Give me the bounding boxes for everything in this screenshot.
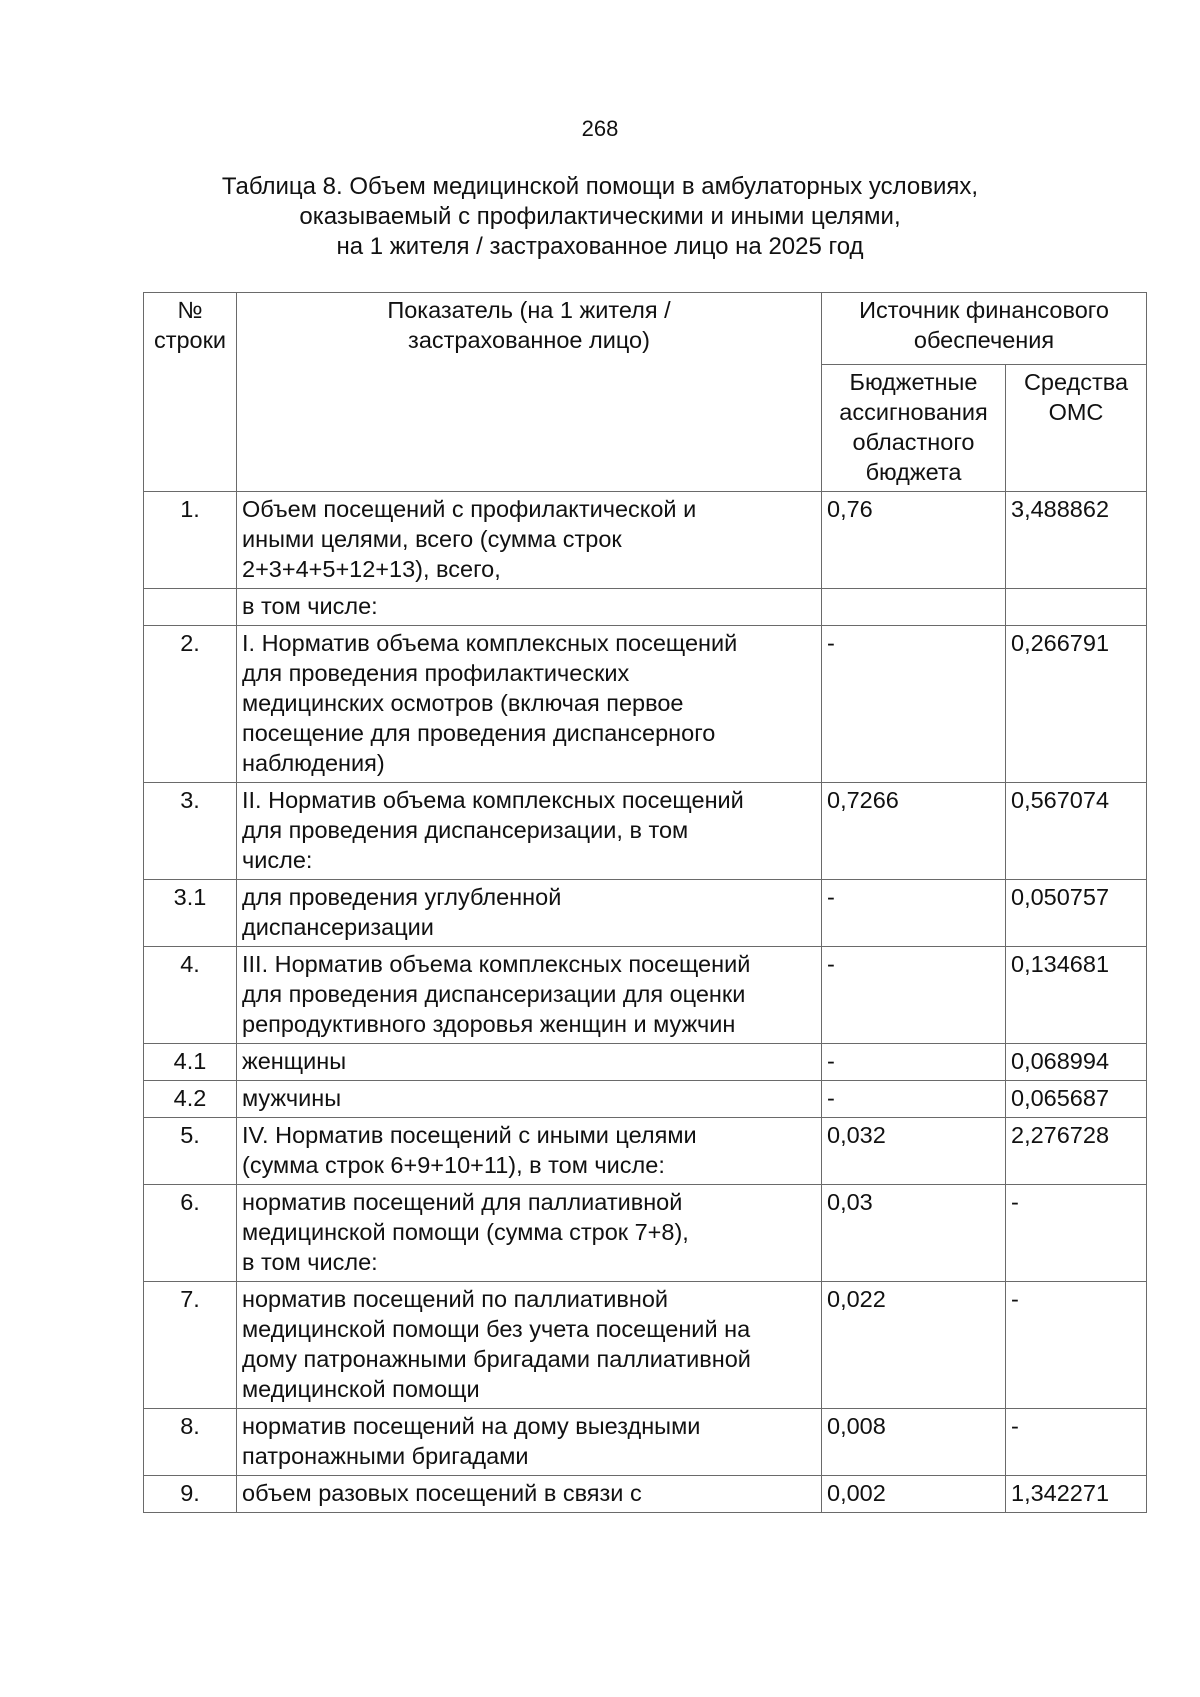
indicator-line: медицинской помощи (сумма строк 7+8), [242,1219,689,1245]
budget-value-cell: - [822,947,1006,1044]
oms-value-cell: 0,266791 [1006,626,1147,783]
table-row [144,1185,1147,1282]
row-number-cell: 5. [144,1118,237,1185]
norms-table [143,292,1147,1513]
row-number-cell: 1. [144,492,237,589]
indicator-cell [237,880,822,947]
budget-value-cell: 0,03 [822,1185,1006,1282]
indicator-cell [237,626,822,783]
caption-line: оказываемый с профилактическими и иными целями, [299,203,901,230]
indicator-cell [237,1118,822,1185]
header-line: застрахованное лицо) [408,327,650,353]
budget-value-cell: - [822,880,1006,947]
header-line: ОМС [1048,399,1104,425]
indicator-line: для проведения углубленной [242,884,562,910]
page-number: 268 [581,116,619,141]
indicator-line: объем разовых посещений в связи с [242,1480,642,1506]
budget-value-cell: - [822,626,1006,783]
indicator-line: медицинских осмотров (включая первое [242,690,684,716]
oms-value-cell: - [1006,1282,1147,1409]
indicator-cell [237,1044,822,1081]
indicator-line: II. Норматив объема комплексных посещений [242,787,744,813]
table-row [144,1476,1147,1513]
budget-value-cell: 0,022 [822,1282,1006,1409]
table-row [144,589,1147,626]
header-line: Бюджетные [849,369,978,395]
oms-value-cell: 0,134681 [1006,947,1147,1044]
row-number-cell: 4.2 [144,1081,237,1118]
indicator-line: мужчины [242,1085,342,1111]
oms-value-cell: 0,065687 [1006,1081,1147,1118]
indicator-line: диспансеризации [242,914,434,940]
oms-value-cell [1006,589,1147,626]
indicator-line: репродуктивного здоровья женщин и мужчин [242,1011,736,1037]
indicator-line: норматив посещений на дому выездными [242,1413,701,1439]
indicator-line: для проведения диспансеризации, в том [242,817,689,843]
table-body [144,492,1147,1513]
row-number-cell: 6. [144,1185,237,1282]
budget-value-cell: 0,032 [822,1118,1006,1185]
budget-value-cell [822,589,1006,626]
header-line: областного [852,429,975,455]
caption-line: на 1 жителя / застрахованное лицо на 2025 год [336,233,864,260]
header-row-number [144,293,237,492]
indicator-line: для проведения диспансеризации для оценки [242,981,746,1007]
table-row [144,783,1147,880]
indicator-line: посещение для проведения диспансерного [242,720,716,746]
budget-value-cell: - [822,1081,1006,1118]
header-budget [822,365,1006,492]
table-row [144,1081,1147,1118]
indicator-cell [237,1409,822,1476]
header-line: Средства [1023,369,1129,395]
header-indicator [237,293,822,492]
indicator-line: III. Норматив объема комплексных посещений [242,951,751,977]
oms-value-cell: - [1006,1185,1147,1282]
header-line: обеспечения [913,327,1055,353]
caption-line: Таблица 8. Объем медицинской помощи в амбулаторных условиях, [221,173,979,200]
table-row [144,1118,1147,1185]
header-line: № [177,297,203,323]
table-row [144,626,1147,783]
indicator-cell [237,947,822,1044]
row-number-cell: 3.1 [144,880,237,947]
indicator-line: I. Норматив объема комплексных посещений [242,630,738,656]
indicator-line: дому патронажными бригадами паллиативной [242,1346,751,1372]
table-row [144,1409,1147,1476]
table-row [144,1282,1147,1409]
row-number-cell: 7. [144,1282,237,1409]
row-number-cell: 2. [144,626,237,783]
budget-value-cell: 0,7266 [822,783,1006,880]
header-line: бюджета [865,459,962,485]
indicator-line: иными целями, всего (сумма строк [242,526,622,552]
header-line: строки [153,327,227,353]
budget-value-cell: 0,008 [822,1409,1006,1476]
header-oms [1006,365,1147,492]
oms-value-cell: 3,488862 [1006,492,1147,589]
row-number-cell: 9. [144,1476,237,1513]
oms-value-cell: 0,050757 [1006,880,1147,947]
oms-value-cell: 1,342271 [1006,1476,1147,1513]
indicator-cell [237,589,822,626]
indicator-cell [237,1282,822,1409]
row-number-cell: 4.1 [144,1044,237,1081]
indicator-line: 2+3+4+5+12+13), всего, [242,556,501,582]
row-number-cell: 8. [144,1409,237,1476]
budget-value-cell: 0,002 [822,1476,1006,1513]
indicator-line: в том числе: [242,1249,378,1275]
indicator-line: патронажными бригадами [242,1443,529,1469]
header-funding-source [822,293,1147,365]
indicator-cell [237,492,822,589]
row-number-cell: 3. [144,783,237,880]
indicator-line: норматив посещений для паллиативной [242,1189,683,1215]
row-number-cell: 4. [144,947,237,1044]
oms-value-cell: 0,068994 [1006,1044,1147,1081]
table-row [144,880,1147,947]
budget-value-cell: - [822,1044,1006,1081]
indicator-line: медицинской помощи [242,1376,480,1402]
row-number-cell [144,589,237,626]
indicator-line: (сумма строк 6+9+10+11), в том числе: [242,1152,665,1178]
indicator-line: для проведения профилактических [242,660,630,686]
oms-value-cell: - [1006,1409,1147,1476]
table-caption [0,172,1200,262]
header-line: Источник финансового [859,297,1109,323]
budget-value-cell: 0,76 [822,492,1006,589]
oms-value-cell: 2,276728 [1006,1118,1147,1185]
indicator-line: медицинской помощи без учета посещений на [242,1316,751,1342]
indicator-line: Объем посещений с профилактической и [242,496,697,522]
indicator-line: IV. Норматив посещений с иными целями [242,1122,697,1148]
indicator-line: наблюдения) [242,750,385,776]
indicator-cell [237,1081,822,1118]
indicator-cell [237,1476,822,1513]
table-row [144,1044,1147,1081]
table-row [144,492,1147,589]
indicator-line: женщины [242,1048,347,1074]
header-line: ассигнования [839,399,988,425]
table-row [144,947,1147,1044]
indicator-line: числе: [242,847,313,873]
indicator-line: в том числе: [242,593,378,619]
indicator-cell [237,1185,822,1282]
header-line: Показатель (на 1 жителя / [387,297,671,323]
indicator-line: норматив посещений по паллиативной [242,1286,669,1312]
indicator-cell [237,783,822,880]
oms-value-cell: 0,567074 [1006,783,1147,880]
